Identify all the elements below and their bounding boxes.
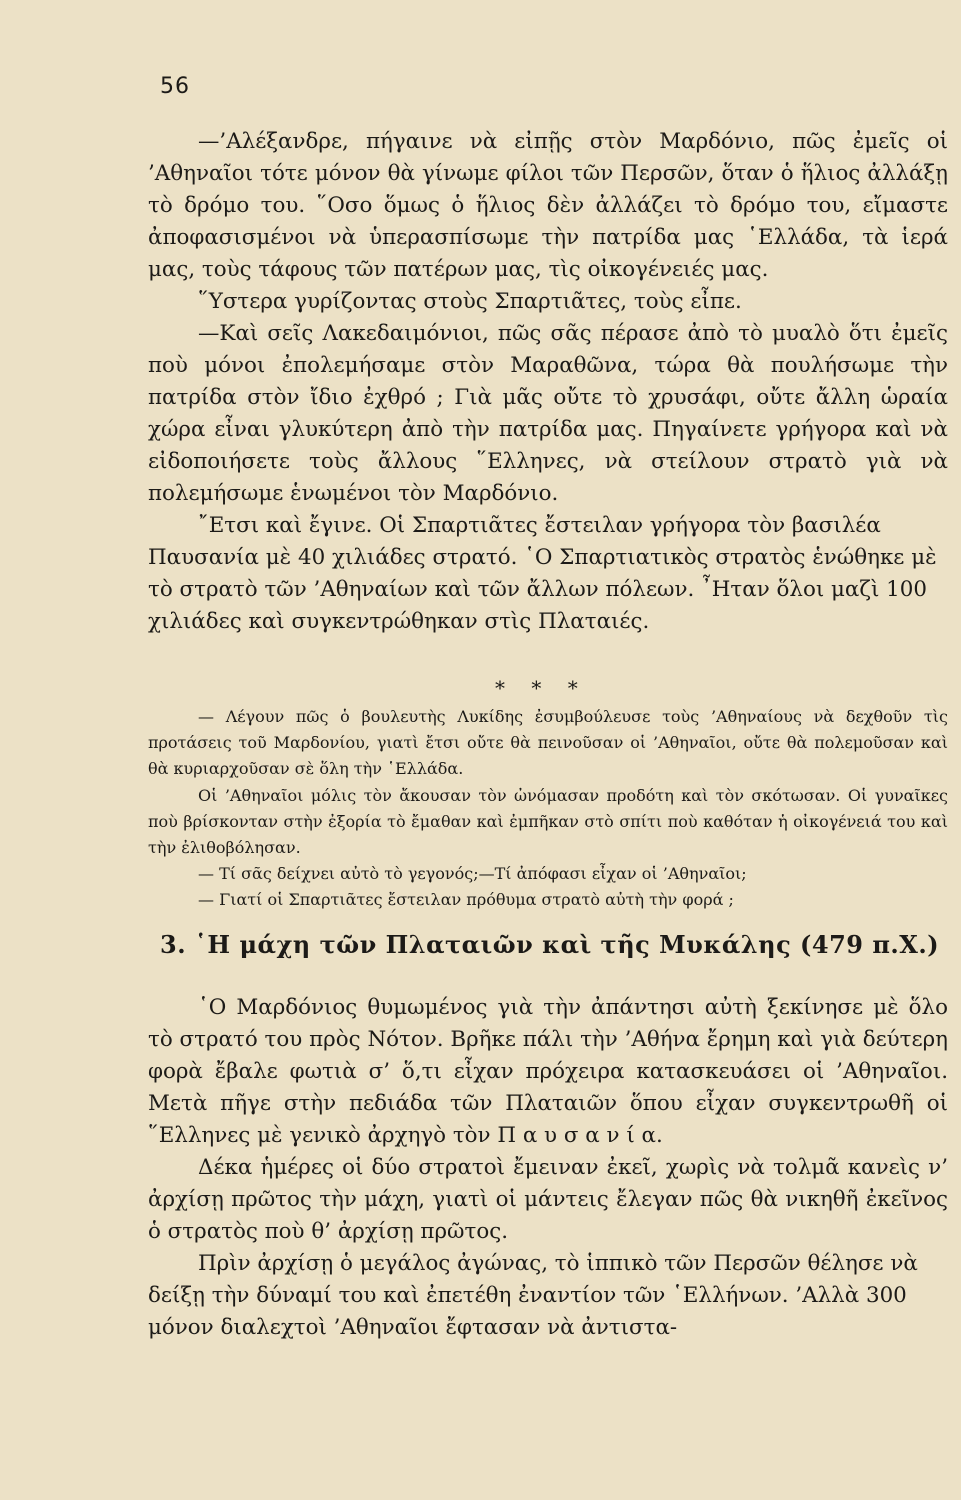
paragraph: ῞Υστερα γυρίζοντας στοὺς Σπαρτιᾶτες, τοὺς εἶπε.: [198, 289, 742, 314]
paragraph: Δέκα ἡμέρες οἱ δύο στρατοὶ ἔμειναν ἐκεῖ, χωρὶς νὰ τολμᾶ κανεὶς ν’ ἀρχίσῃ πρῶτος τὴν μάχη, γιατὶ οἱ μάντεις ἔλεγαν πῶς θὰ νικηθῆ ἐκεῖνος ὁ στρατὸς ποὺ θ’ ἀρχίσῃ πρῶτος.: [148, 1155, 948, 1244]
page-number: 56: [160, 74, 190, 99]
paragraph: Πρὶν ἀρχίσῃ ὁ μεγάλος ἀγώνας, τὸ ἱππικὸ τῶν Περσῶν θέλησε νὰ δείξῃ τὴν δύναμί του καὶ ἐπετέθη ἐναντίον τῶν ῾Ελλήνων. ’Αλλὰ 300 μόνον διαλεχτοὶ ’Αθηναῖοι ἔφτασαν νὰ ἀντιστα-: [148, 1251, 918, 1340]
note-paragraph: — Λέγουν πῶς ὁ βουλευτὴς Λυκίδης ἐσυμβούλευσε τοὺς ’Αθηναίους νὰ δεχθοῦν τὶς προτάσεις τοῦ Μαρδονίου, γιατὶ ἔτσι οὔτε θὰ πεινοῦσαν οἱ ’Αθηναῖοι, οὔτε θὰ πολεμοῦσαν καὶ θὰ κυριαρχοῦσαν σὲ ὅλη τὴν ῾Ελλάδα.: [148, 707, 948, 779]
paragraph: ῎Ετσι καὶ ἔγινε. Οἱ Σπαρτιᾶτες ἔστειλαν γρήγορα τὸν βασιλέα Παυσανία μὲ 40 χιλιάδες στρατό. ῾Ο Σπαρτιατικὸς στρατὸς ἑνώθηκε μὲ τὸ στρατὸ τῶν ’Αθηναίων καὶ τῶν ἄλλων πόλεων. ῏Ηταν ὅλοι μαζὶ 100 χιλιάδες καὶ συγκεντρώθηκαν στὶς Πλαταιές.: [148, 513, 937, 634]
note-paragraph: Οἱ ’Αθηναῖοι μόλις τὸν ἄκουσαν τὸν ὠνόμασαν προδότη καὶ τὸν σκότωσαν. Οἱ γυναῖκες ποὺ βρίσκονταν στὴν ἐξορία τὸ ἔμαθαν καὶ ἐμπῆκαν στὸ σπίτι ποὺ καθόταν ἡ οἰκογένειά του καὶ τὴν ἐλιθοβόλησαν.: [148, 785, 948, 858]
body-text: [148, 992, 948, 1344]
section-heading: 3. ῾Η μάχη τῶν Πλαταιῶν καὶ τῆς Μυκάλης (479 π.Χ.): [160, 930, 940, 959]
paragraph: ῾Ο Μαρδόνιος θυμωμένος γιὰ τὴν ἀπάντησι αὐτὴ ξεκίνησε μὲ ὅλο τὸ στρατό του πρὸς Νότον. Βρῆκε πάλι τὴν ’Αθήνα ἔρημη καὶ γιὰ δεύτερη φορὰ ἔβαλε φωτιὰ σ’ ὅ,τι εἶχαν πρόχειρα κατασκευάσει οἱ ’Αθηναῖοι. Μετὰ πῆγε στὴν πεδιάδα τῶν Πλαταιῶν ὅπου εἶχαν συγκεντρωθῆ οἱ ῞Ελληνες μὲ γενικὸ ἀρχηγὸ τὸν Π α υ σ α ν ί α.: [148, 995, 948, 1148]
note-text: [148, 704, 948, 914]
section-separator: * * *: [495, 676, 588, 700]
paragraph: —Καὶ σεῖς Λακεδαιμόνιοι, πῶς σᾶς πέρασε ἀπὸ τὸ μυαλὸ ὅτι ἐμεῖς ποὺ μόνοι ἐπολεμήσαμε στὸν Μαραθῶνα, τώρα θὰ πουλήσωμε τὴν πατρίδα στὸν ἴδιο ἐχθρό ; Γιὰ μᾶς οὔτε τὸ χρυσάφι, οὔτε ἄλλη ὡραία χώρα εἶναι γλυκύτερη ἀπὸ τὴν πατρίδα μας. Πηγαίνετε γρήγορα καὶ νὰ εἰδοποιήσετε τοὺς ἄλλους ῞Ελληνες, νὰ στείλουν στρατὸ γιὰ νὰ πολεμήσωμε ἑνωμένοι τὸν Μαρδόνιο.: [148, 321, 948, 506]
paragraph: —’Αλέξανδρε, πήγαινε νὰ εἰπῇς στὸν Μαρδόνιο, πῶς ἐμεῖς οἱ ’Αθηναῖοι τότε μόνον θὰ γίνωμε φίλοι τῶν Περσῶν, ὅταν ὁ ἥλιος ἀλλάξῃ τὸ δρόμο του. ῞Οσο ὅμως ὁ ἥλιος δὲν ἀλλάζει τὸ δρόμο του, εἴμαστε ἀποφασισμένοι νὰ ὑπερασπίσωμε τὴν πατρίδα μας ῾Ελλάδα, τὰ ἱερά μας, τοὺς τάφους τῶν πατέρων μας, τὶς οἰκογένειές μας.: [148, 129, 948, 282]
main-text: [148, 126, 948, 638]
note-question: — Τί σᾶς δείχνει αὐτὸ τὸ γεγονός;—Τί ἀπόφασι εἶχαν οἱ ’Αθηναῖοι;: [198, 864, 747, 884]
note-question: — Γιατί οἱ Σπαρτιᾶτες ἔστειλαν πρόθυμα στρατὸ αὐτὴ τὴν φορά ;: [198, 890, 734, 910]
